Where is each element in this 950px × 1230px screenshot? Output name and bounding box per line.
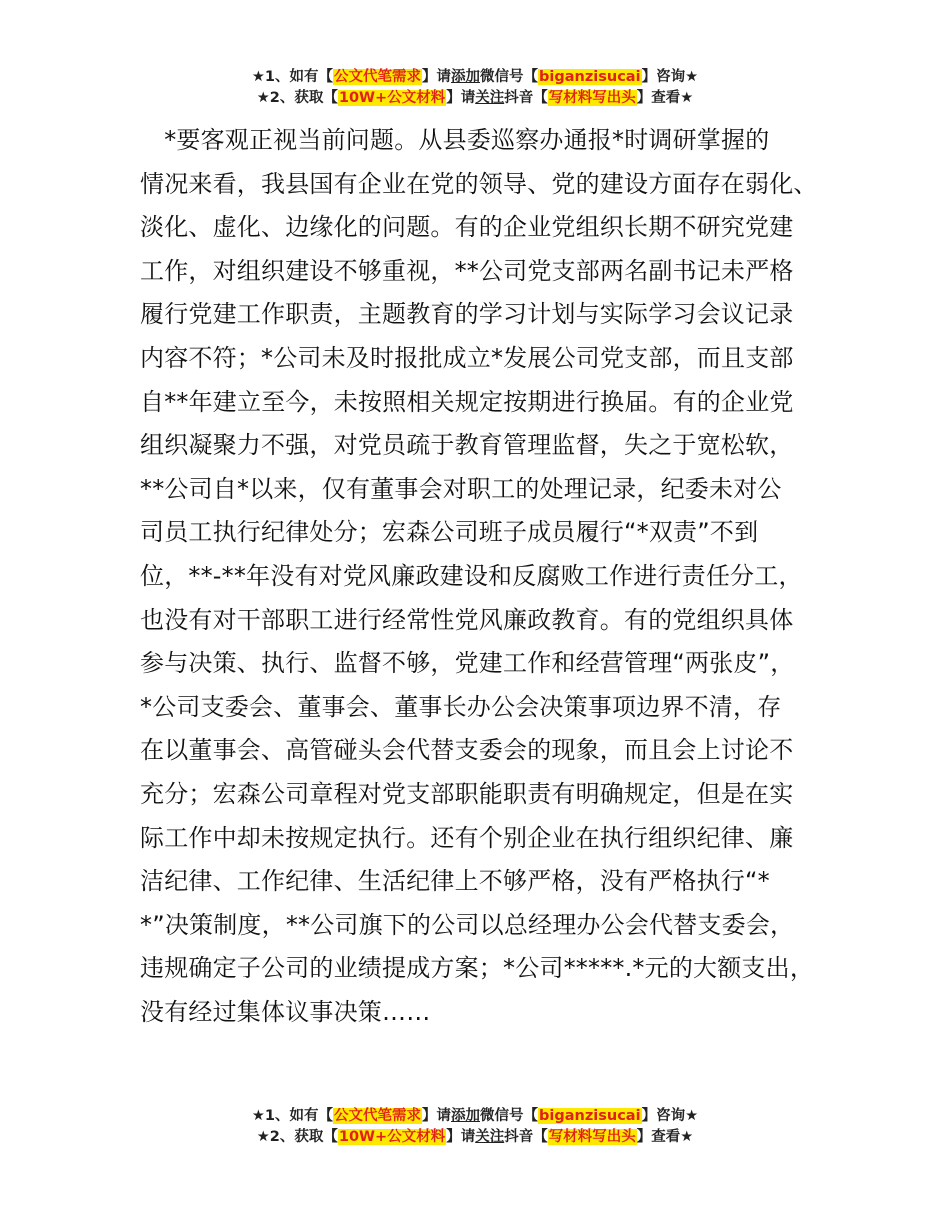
paragraph-line: 洁纪律、工作纪律、生活纪律上不够严格，没有严格执行“* [140, 867, 770, 896]
banner-text: 抖音【 [504, 90, 548, 106]
banner-text: 微信号【 [480, 1108, 539, 1124]
banner-line-1 [0, 67, 950, 88]
banner-text: 】咨询★ [641, 1108, 699, 1124]
paragraph-line: *要客观正视当前问题。从县委巡察办通报*时调研掌握的 [140, 126, 770, 154]
paragraph-line: 违规确定子公司的业绩提成方案；*公司*****.*元的大额支出， [140, 954, 815, 983]
banner-underlined-text: 添加 [451, 1108, 481, 1124]
banner-highlight: 公文代笔需求 [334, 1108, 422, 1124]
banner-highlight: 公文代笔需求 [334, 69, 422, 85]
paragraph-line: 司员工执行纪律处分；宏森公司班子成员履行“*双责”不到 [140, 518, 759, 547]
paragraph-line: 履行党建工作职责，主题教育的学习计划与实际学习会议记录 [140, 300, 794, 329]
banner-text: 】查看★ [636, 1129, 694, 1145]
banner-highlight: 10W+公文材料 [338, 1129, 446, 1145]
paragraph-line: *”决策制度，**公司旗下的公司以总经理办公会代替支委会， [140, 910, 795, 939]
paragraph-line: 际工作中却未按规定执行。还有个别企业在执行组织纪律、廉 [140, 823, 794, 852]
banner-highlight: 写材料写出头 [548, 90, 636, 106]
banner-line-2 [0, 88, 950, 109]
paragraph-line: *公司支委会、董事会、董事长办公会决策事项边界不清，存 [140, 692, 782, 721]
banner-text: 】请 [422, 69, 452, 85]
paragraph-line: 淡化、虚化、边缘化的问题。有的企业党组织长期不研究党建 [140, 213, 794, 242]
banner-text: ★1、如有【 [251, 1108, 334, 1124]
banner-text: ★2、获取【 [256, 90, 338, 106]
paragraph-line: 充分；宏森公司章程对党支部职能职责有明确规定，但是在实 [140, 779, 794, 808]
banner-text: ★2、获取【 [256, 1129, 338, 1145]
banner-text: 】请 [446, 90, 476, 106]
header-banner [0, 67, 950, 109]
paragraph-line: 组织凝聚力不强，对党员疏于教育管理监督，失之于宽松软， [140, 431, 794, 460]
banner-text: 】请 [422, 1108, 452, 1124]
paragraph-line: 参与决策、执行、监督不够，党建工作和经营管理“两张皮”， [140, 649, 795, 678]
paragraph-line: 内容不符；*公司未及时报批成立*发展公司党支部，而且支部 [140, 343, 794, 372]
paragraph-line: 自**年建立至今，未按照相关规定按期进行换届。有的企业党 [140, 387, 794, 416]
banner-text: 】查看★ [636, 90, 694, 106]
banner-underlined-text: 添加 [451, 69, 481, 85]
banner-highlight: 10W+公文材料 [338, 90, 446, 106]
banner-highlight: biganzisucai [539, 1108, 641, 1124]
document-paragraph [140, 119, 832, 1034]
banner-highlight: 写材料写出头 [548, 1129, 636, 1145]
banner-text: 】请 [446, 1129, 476, 1145]
banner-underlined-text: 关注 [475, 90, 505, 106]
banner-text: 抖音【 [504, 1129, 548, 1145]
paragraph-line: 位，**-**年没有对党风廉政建设和反腐败工作进行责任分工， [140, 561, 803, 590]
banner-text: 微信号【 [480, 69, 539, 85]
banner-line-2 [0, 1127, 950, 1148]
banner-highlight: biganzisucai [539, 69, 641, 85]
footer-banner [0, 1106, 950, 1148]
paragraph-line: **公司自*以来，仅有董事会对职工的处理记录，纪委未对公 [140, 474, 782, 503]
paragraph-line: 没有经过集体议事决策…… [140, 997, 431, 1026]
paragraph-line: 工作，对组织建设不够重视，**公司党支部两名副书记未严格 [140, 256, 794, 285]
paragraph-line: 情况来看，我县国有企业在党的领导、党的建设方面存在弱化、 [140, 169, 818, 198]
banner-line-1 [0, 1106, 950, 1127]
paragraph-line: 也没有对干部职工进行经常性党风廉政教育。有的党组织具体 [140, 605, 794, 634]
banner-text: ★1、如有【 [251, 69, 334, 85]
paragraph-line: 在以董事会、高管碰头会代替支委会的现象，而且会上讨论不 [140, 736, 794, 765]
banner-text: 】咨询★ [641, 69, 699, 85]
banner-underlined-text: 关注 [475, 1129, 505, 1145]
